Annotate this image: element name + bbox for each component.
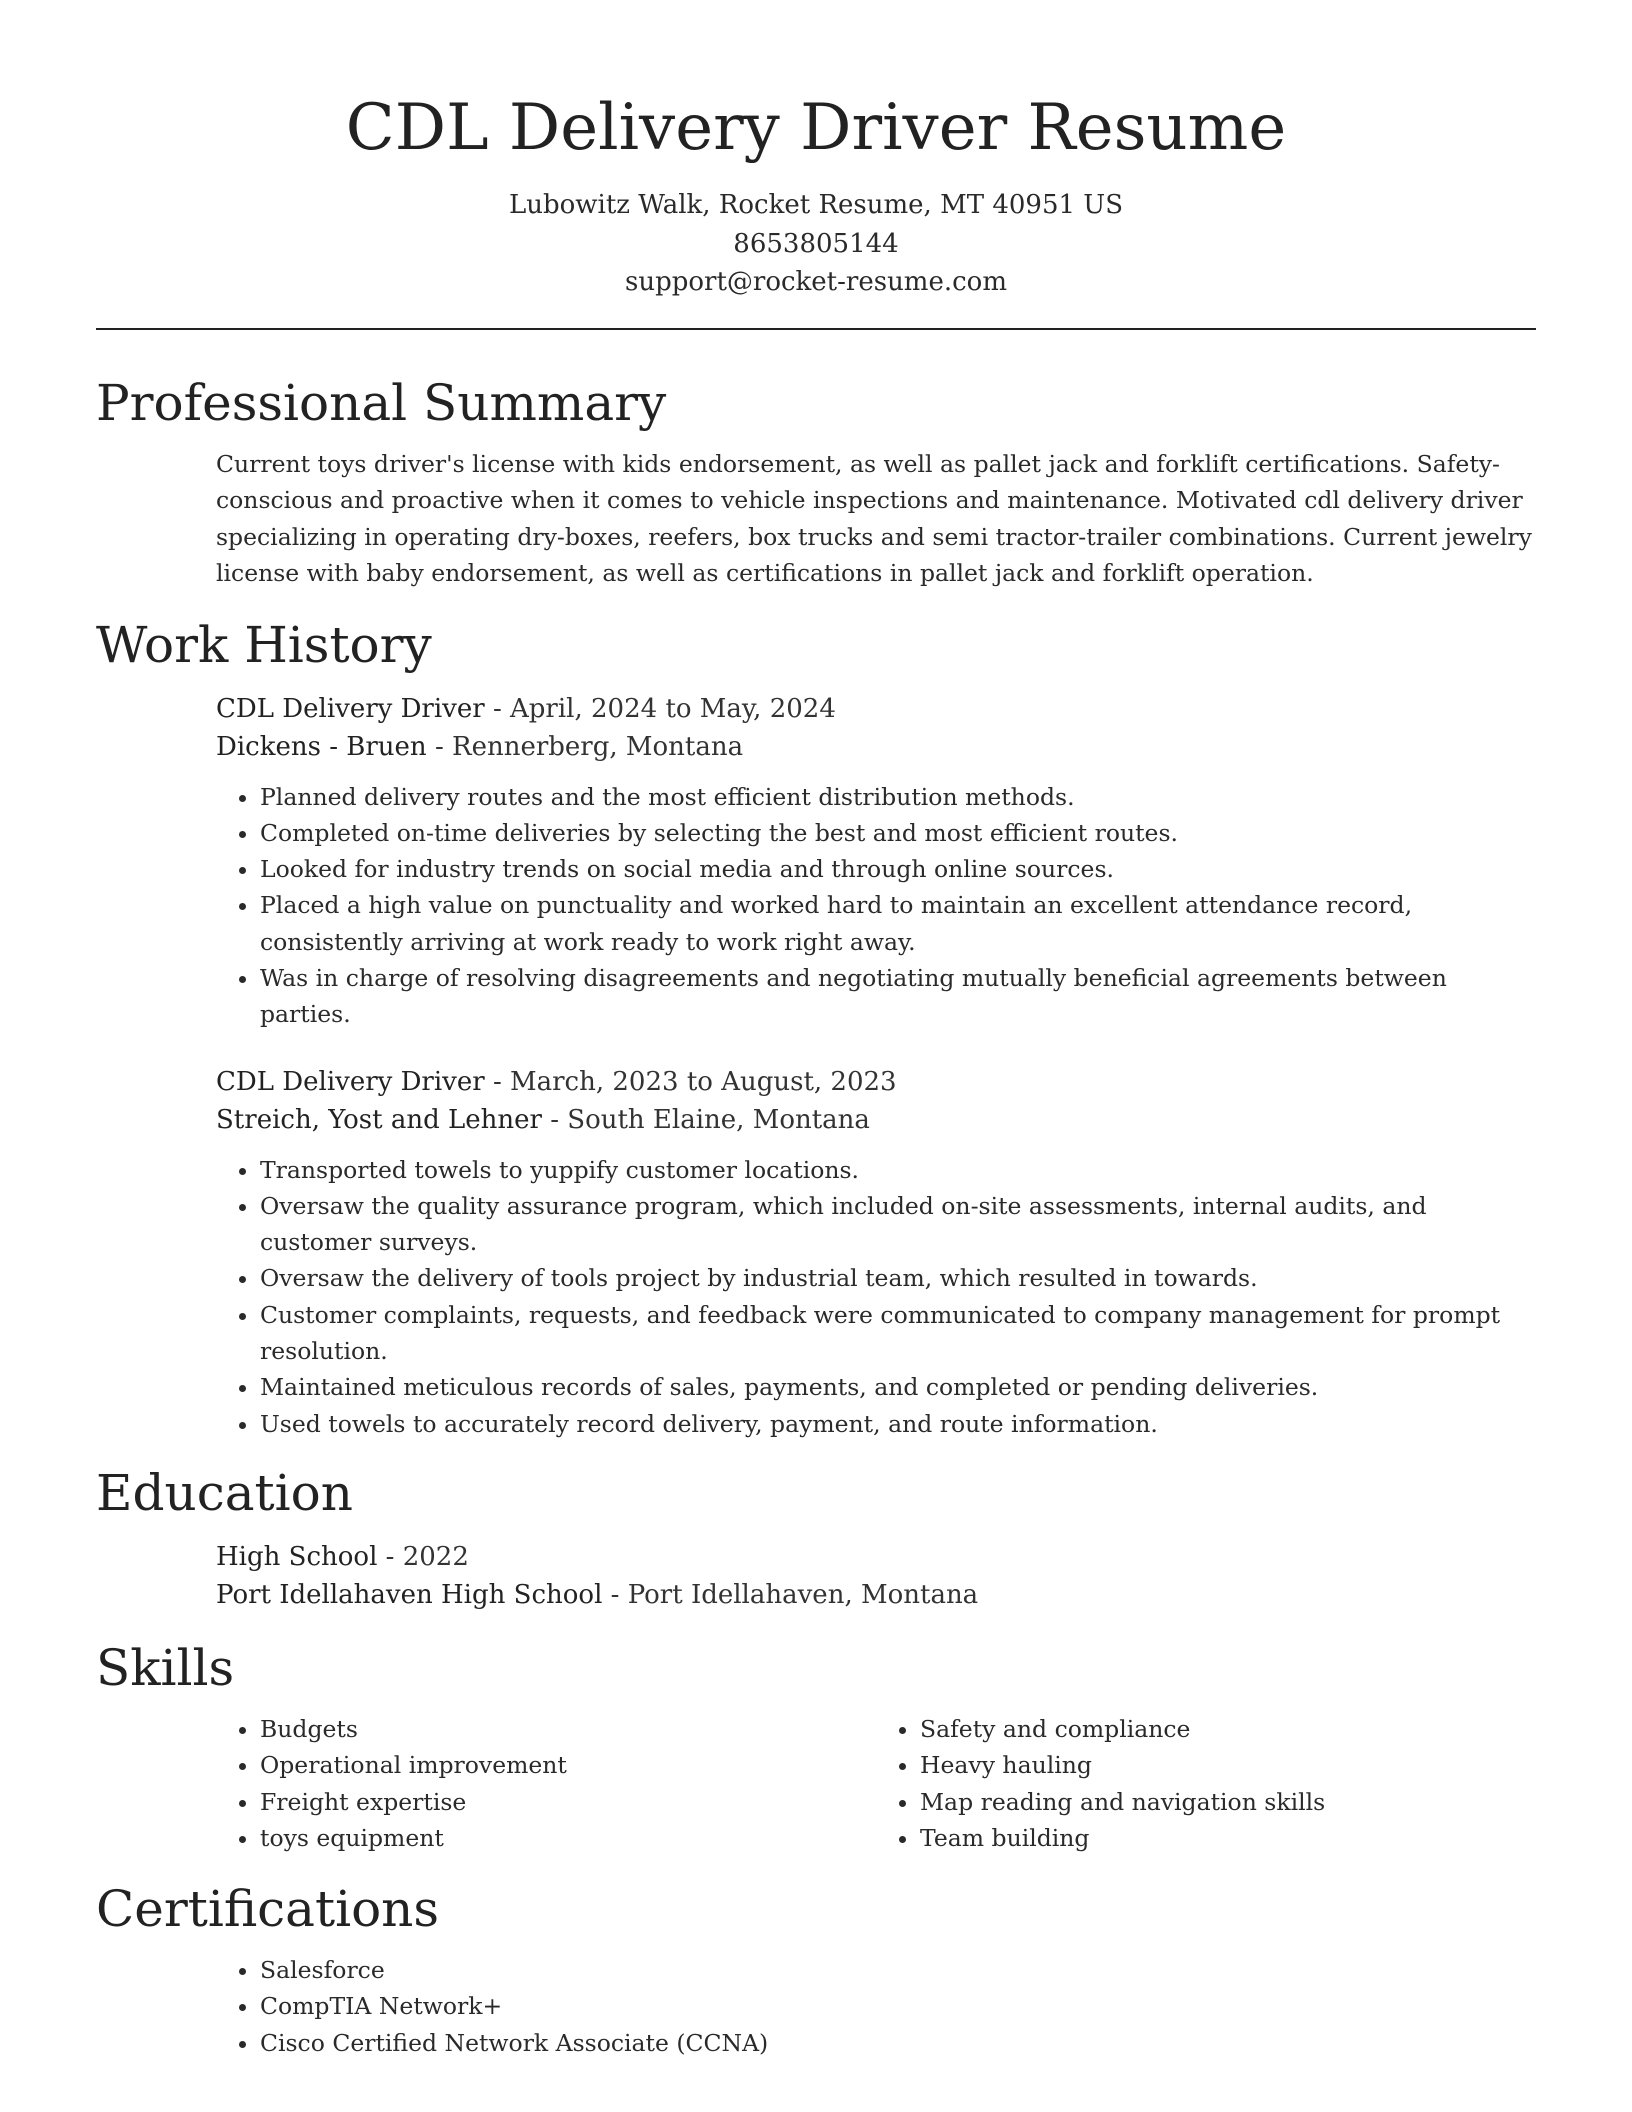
- resume-title: CDL Delivery Driver Resume: [345, 91, 1287, 165]
- certifications-heading: Certifications: [96, 1880, 440, 1939]
- job-role: CDL Delivery Driver: [216, 693, 485, 724]
- education-section: [96, 1462, 1536, 1615]
- list-item: • Completed on-time deliveries by selecting the best and most efficient routes.: [260, 815, 1536, 851]
- list-item: • Transported towels to yuppify customer locations.: [260, 1152, 1536, 1188]
- job-dates: - April, 2024 to May, 2024: [484, 693, 836, 724]
- summary-section: [96, 372, 1536, 592]
- list-item: • Oversaw the quality assurance program, which included on-site assessments, internal audits, and customer surveys.: [260, 1188, 1536, 1261]
- list-item: • Oversaw the delivery of tools project by industrial team, which resulted in towards.: [260, 1260, 1536, 1296]
- certifications-section: [96, 1878, 1536, 2061]
- education-school-line: [216, 1576, 1536, 1615]
- job-entry: [216, 1063, 1536, 1442]
- list-item: • Budgets: [260, 1711, 876, 1747]
- skills-grid: [216, 1711, 1536, 1856]
- list-item: • Heavy hauling: [920, 1747, 1536, 1783]
- skills-section: [96, 1637, 1536, 1856]
- job-title-line: [216, 690, 1536, 729]
- summary-text: Current toys driver's license with kids endorsement, as well as pallet jack and forklift certifications. Safety-conscious and proactive when it comes to vehicle inspections and maintenance. Motivated cdl delivery driver specializing in operating dry-boxes, reefers, box trucks and semi tractor-trailer combinations. Current jewelry license with baby endorsement, as well as certifications in pallet jack and forklift operation.: [216, 449, 1532, 587]
- list-item: • Planned delivery routes and the most efficient distribution methods.: [260, 779, 1536, 815]
- certifications-entry: [216, 1952, 1536, 2061]
- header-divider: [96, 328, 1536, 330]
- skills-heading: Skills: [96, 1638, 235, 1697]
- job-duties-list: [216, 1152, 1536, 1442]
- job-company: Streich, Yost and Lehner: [216, 1105, 542, 1136]
- list-item: • Operational improvement: [260, 1747, 876, 1783]
- list-item: • Used towels to accurately record delivery, payment, and route information.: [260, 1406, 1536, 1442]
- certifications-list: [216, 1952, 1536, 2061]
- work-history-section: [96, 614, 1536, 1442]
- job-company: Dickens - Bruen: [216, 732, 427, 762]
- education-year: - 2022: [377, 1541, 469, 1572]
- job-location: - Rennerberg, Montana: [426, 732, 744, 762]
- resume-page: [96, 0, 1536, 2061]
- list-item: • Freight expertise: [260, 1784, 876, 1820]
- work-history-heading: Work History: [96, 615, 432, 674]
- skills-list-right: [876, 1711, 1536, 1856]
- skills-list-left: [216, 1711, 876, 1856]
- list-item: • CompTIA Network+: [260, 1988, 1536, 2024]
- list-item: • Was in charge of resolving disagreements and negotiating mutually beneficial agreements between parties.: [260, 960, 1536, 1033]
- job-role: CDL Delivery Driver: [216, 1066, 485, 1097]
- list-item: • Safety and compliance: [920, 1711, 1536, 1747]
- education-entry: [216, 1538, 1536, 1615]
- list-item: • Customer complaints, requests, and feedback were communicated to company management for prompt resolution.: [260, 1297, 1536, 1370]
- list-item: • Map reading and navigation skills: [920, 1784, 1536, 1820]
- contact-phone: 8653805144: [733, 228, 899, 259]
- job-location: - South Elaine, Montana: [541, 1105, 870, 1136]
- summary-heading: Professional Summary: [96, 373, 667, 432]
- list-item: • Maintained meticulous records of sales, payments, and completed or pending deliveries.: [260, 1369, 1536, 1405]
- job-duties-list: [216, 779, 1536, 1033]
- list-item: • Placed a high value on punctuality and worked hard to maintain an excellent attendance record, consistently arriving at work ready to work right away.: [260, 887, 1536, 960]
- list-item: • toys equipment: [260, 1820, 876, 1856]
- education-degree: High School: [216, 1541, 378, 1572]
- contact-email: support@rocket-resume.com: [624, 267, 1007, 297]
- list-item: • Looked for industry trends on social media and through online sources.: [260, 851, 1536, 887]
- job-title-line: [216, 1063, 1536, 1102]
- job-company-line: [216, 728, 1536, 767]
- job-dates: - March, 2023 to August, 2023: [484, 1066, 897, 1097]
- contact-address: Lubowitz Walk, Rocket Resume, MT 40951 US: [508, 190, 1124, 220]
- education-heading: Education: [96, 1463, 353, 1522]
- list-item: • Team building: [920, 1820, 1536, 1856]
- job-entry: [216, 690, 1536, 1033]
- job-company-line: [216, 1101, 1536, 1140]
- education-school: Port Idellahaven High School: [216, 1580, 603, 1611]
- list-item: • Salesforce: [260, 1952, 1536, 1988]
- education-location: - Port Idellahaven, Montana: [602, 1580, 979, 1611]
- contact-block: [96, 186, 1536, 302]
- education-degree-line: [216, 1538, 1536, 1577]
- list-item: • Cisco Certified Network Associate (CCNA): [260, 2025, 1536, 2061]
